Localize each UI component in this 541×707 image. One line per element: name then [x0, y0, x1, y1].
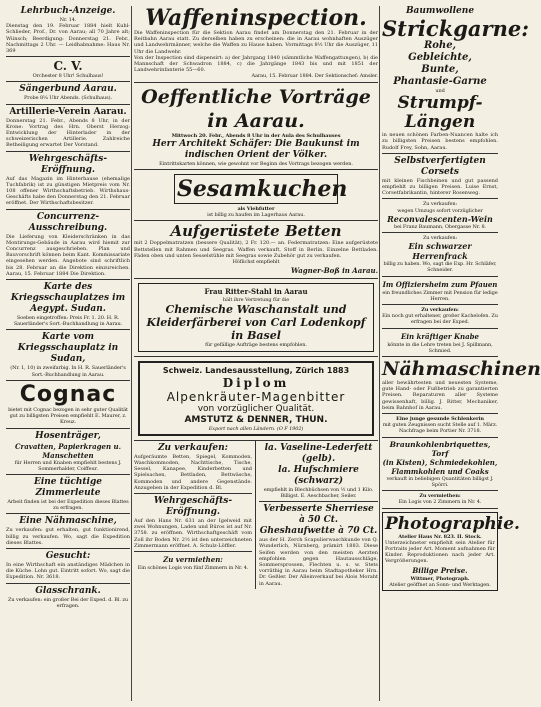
ad-headline: Strickgarne: [382, 16, 529, 41]
ad-subtitle: Atelier Haus Nr. 823. II. Stock. [398, 533, 482, 540]
ad-waffeninspection [134, 4, 378, 83]
ad-price: Billige Preise. [412, 565, 468, 575]
ad-artillerie [6, 105, 130, 152]
ad-signature: Wittmer, Photograph. [410, 575, 470, 582]
ad-body: Probe 8¼ Uhr Abends. (Schulhaus). [24, 95, 112, 102]
ad-body: In eine Wirthschaft ein anständiges Mädchen in die Küche. Lohn gut. Eintritt sofort. Wo, sagt die Expedition. Nr. 3618. [6, 561, 130, 581]
ad-zimmerleute [6, 475, 130, 514]
ad-body: Die Waffeninspection für die Sektion Aarau findet am Donnerstag den 21. Februar in der Reitbahn Aarau statt. Zu derselben haben zu erscheinen: die in Aarau wohnhaften Auszüger und Landwehrmänner, welche die Waffen zu Hause haben. Vormittags 8½ Uhr die Auszüger, 11 Uhr die Landwehr. [134, 30, 378, 55]
ad-title: la. Vaseline-Lederfett (gelb). [264, 442, 373, 464]
ad-subtitle: wegen Umzugs sofort vorzüglicher [397, 207, 483, 214]
ad-title: Cognac [19, 381, 117, 407]
ad-title: Photographie. [385, 513, 520, 534]
column-middle [134, 4, 378, 701]
ad-title: Zu verkaufen: [422, 201, 458, 208]
ad-list-item: Phantasie-Garne [393, 76, 487, 87]
ad-betten [134, 221, 378, 279]
ad-vortraege [134, 83, 378, 170]
ad-signature: Wagner-Boß in Aarau. [290, 266, 378, 276]
ad-body: ein freundliches Zimmer mit Pension für ledige Herren. [382, 289, 498, 302]
ad-knabe [382, 329, 498, 357]
column-left [6, 4, 130, 701]
ad-gesucht [6, 549, 130, 584]
ad-body: empfiehlt in Blechbüchsen von ½ und 1 Kilo. Billigst. E. Aeschbacher, Seiler. [263, 486, 374, 500]
ad-body: Ein Logis von 2 Zimmern in Nr. 4. [398, 499, 482, 506]
ad-title: Lehrbuch-Anzeige. [20, 6, 116, 16]
ad-title: Aufgerüstete Betten [170, 222, 342, 241]
ad-body: hält ihre Vertretung für die [222, 297, 290, 304]
ad-body: ist billig zu haufen im Lagerhaus Aarau. [207, 212, 305, 219]
ad-title: Karte des Kriegsschauplatzes im Aegypt. Sudan. [10, 282, 126, 315]
ad-cv [6, 57, 130, 82]
ad-list-item: Bunte, [421, 64, 459, 75]
ad-subtitle: Cravatten, Papierkragen u. Manschetten [14, 441, 122, 460]
ad-date: Mittwoch 20. Febr., Abends 8 Uhr in der Aula des Schulhauses [171, 132, 341, 139]
ad-product: Reconvalescenten-Wein [387, 213, 493, 224]
ad-body: Soeben eingetroffen: Preis Fr. 1. 20. H. R. Sauerländer's Sort.-Buchhandlung in Aarau. [13, 315, 123, 328]
ad-firm-name: AMSTUTZ & DENNER, THUN. [184, 414, 328, 425]
ad-photographie [382, 509, 520, 594]
ad-strickgarne [382, 4, 529, 154]
ad-body: bietet mit Cognac bezogen in sehr guter Qualität gut zu billigsten Preisen empfiehlt E. Maurer, z. Kreuz. [8, 406, 128, 426]
ad-body: könnte in die Lehre treten bei J. Spillmann, Schmied. [387, 341, 493, 354]
ad-body: Ein schönes Logis von fünf Zimmern in Nr. 4. [137, 565, 249, 572]
ad-concurrenz [6, 210, 130, 280]
ad-body: aller bewährtesten und neuesten Systeme, gute Hand- oder Fußbetrieb zu garantierten Preisen. Reparaturen aller Systeme gewissenhaft, billig. J. Ritter, Mechaniker, beim Bahnhof in Aarau. [382, 380, 498, 411]
ad-title: Wehrgeschäfts-Eröffnung. [153, 496, 233, 518]
column-divider [131, 6, 132, 701]
ad-title: Zu verkaufen: [421, 307, 459, 314]
ad-footer: für gefällige Aufträge bestens empfohlen. [205, 342, 307, 349]
ad-subtitle: (in Kisten), Schmiedekohlen, Flammkohlen und Coaks [382, 457, 498, 476]
ad-title: Sesamkuchen [177, 176, 348, 203]
ad-corsets [382, 154, 498, 200]
ad-title: la. Hufschmiere (schwarz) [278, 464, 359, 486]
ad-body: Auf den Hans Nr. 631 an der Igelweid mit zwei Wohnungen, Laden und Büros ist auf Nr. 3758. zu eröffnen. Wirthschaftgeschäft vom Zoll ihr Boden Nr. 2½ ist den unterzeichneten Zimmermann eröffnet. A. Schulz-Löffler. [134, 518, 252, 549]
ad-body: Arbeit finden ist bei der Expedition dieses Blattes zu erfragen. [7, 498, 129, 512]
ad-body: mit 2 Doppelmatratzen (bessere Qualität), 2 Fr. 120.— an. Federmatratzen: Eine aufgerüstete Bettstellen mit Rahmen und Seegras. Waffen verkauft, Stoff in Berlin. Einzelne Bettladen. Fäden oben und unten Sesselstühle mit Seegras sowie Zubehör gut zu verkaufen. [134, 240, 378, 259]
ad-body: Orchester 8 Uhr! Schulhaus! [32, 73, 104, 80]
ad-list-item: und [435, 88, 445, 94]
ad-vaseline [259, 441, 378, 502]
column-divider [379, 6, 380, 701]
ad-body: billig zu haben. Wo, sagt die Exp. Hr. Schläfer, Schneider. [383, 261, 497, 274]
ad-title: Sängerbund Aarau. [19, 84, 117, 95]
ad-naehmaschinen [382, 357, 541, 414]
ad-body: Die Lieferung von Kleiderschränken in das Montirungs-Gebäude in Aarau wird hiemit zur Concurrenz ausgeschrieben. Plan und Bauvorschrift können beim Kant. Kommissariate eingesehen werden. Angebote sind schriftlich bis 28. Februar an die Direktion einzureichen. Aarau, 15. Februar 1884 Die Direktion. [6, 233, 130, 277]
ad-body: Herr Architekt Schäfer: Die Baukunst im indischen Orient der Völker. [152, 138, 360, 160]
ad-body: Donnerstag 21. Febr., Abends 8 Uhr, in der Krone: Vortrag des Hrn. Oberst Herzog: Entwicklung der Hinterlader in der schweizerischen Artillerie. Zahlreiche Betheiligung erwartet Der Vorstand. [6, 117, 130, 149]
ad-saengerbund [6, 82, 130, 104]
ad-body: mit kleinen Fischbeinen und gut passend empfiehlt zu billigen Preisen. Luise Ernst, Corsetfabrikantin, hinterer Rosenweg. [382, 177, 498, 197]
ad-body: verkauft in beliebigen Quantitäten billigst J. Spörri. [386, 475, 494, 488]
ad-list-item: Rohe, [423, 40, 457, 51]
sesamkuchen-box [174, 174, 348, 204]
ad-zu-verkaufen [134, 441, 252, 494]
ad-title: Zu verkaufen: [157, 442, 229, 453]
ad-glasschrank [6, 584, 130, 611]
ad-number: Nr. 14. [59, 17, 77, 23]
ad-body: Auf das Magazin im Hinterhause (ehemalige Tuchfabrik) ist zu günstigen Mietpreis vom Nr. 108 offener Wirthschaftsbetrieb. Wirthshaus-Geschäfts habe den Donnerstag den 21. Februar eröffnet. Der Wirthschaftsbesitzer. [6, 175, 130, 207]
ad-wein [382, 199, 498, 233]
ad-karte-kriegsschauplatz [6, 330, 130, 380]
ad-title: C. V. [53, 59, 83, 74]
waschanstalt-box [138, 283, 374, 351]
ad-title: Artillerie-Verein Aarau. [9, 106, 127, 117]
ad-magenbitter [134, 357, 378, 441]
ad-title: Hosenträger, [35, 430, 101, 441]
ad-naehmaschine [6, 514, 130, 549]
ad-title: Gheshaufwette à 70 Ct. [259, 526, 378, 537]
ad-list: Von der Inspection sind dispensirt: a) der Jahrgang 1840 (sämmtliche Waffengattungen), b) die Mannschaft der Schwadron 1884, c) die Jahrgänge 1843 bis und mit 1851 der Landwehrinfanterie 55—60. [134, 54, 378, 74]
ad-firm-name: Chemische Waschanstalt und Kleiderfärberei von Carl Lodenkopf in Basel [146, 303, 366, 343]
ad-title: Karte vom Kriegsschauplatz in Sudan, [17, 332, 119, 365]
ad-kachelofen [382, 305, 498, 329]
ad-seifen [259, 502, 378, 589]
ad-todesanzeige [6, 4, 130, 57]
ad-body: für Herren und Knaben empfiehlt bestens J. Sommerhalder, Coiffeur. [14, 459, 122, 472]
ad-subtitle: als Viehfutter [237, 206, 275, 213]
ad-brennstoffe [382, 438, 498, 491]
ad-wehrgeschaeft-2 [134, 494, 252, 552]
ad-title: Concurrenz-Ausschreibung. [28, 211, 108, 233]
ad-body: Unterzeichneter empfiehlt sein Atelier für Portraits jeder Art. Moment aufnahmen für Kinder. Reproduktionen nach jeder Art. Vergrößerungen. [385, 539, 495, 565]
ad-body: Dienstag den 19. Februar 1884 hielt Kuhl-Schlieder, Prof., Dr. von Aarau; all 70 Jahre alt; Wiinsch; Beerdigung: Donnerstag 21. Febr., Nachmittags 2 Uhr. — Leidhabnahme: Haus Nr. 369 [6, 23, 130, 55]
ad-title: Selbstverfertigten Corsets [394, 155, 486, 177]
ad-title: Nähmaschinen [382, 358, 541, 381]
ad-body: Höflichst empfiehlt [232, 259, 280, 266]
ad-body: Zu verkaufen: gut erhalten, gut funktionirend, billig zu verkaufen. Wo, sagt die Expedition dieses Blattes. [6, 527, 130, 546]
ad-title: Zu vermiethen: [163, 555, 223, 565]
ad-vermiethen [134, 552, 252, 573]
ad-cognac [6, 381, 130, 429]
ad-title: Zu verkaufen: [422, 235, 458, 242]
ad-title: Ein kräftiger Knabe [400, 331, 480, 341]
ad-diplom: Diplom [222, 375, 290, 390]
ad-signature: Aarau, 15. Februar 1884. Der Sektionschef: Amsler. [251, 73, 378, 80]
ad-footer: Eintrittskarten können, wie gewohnt vor Beginn des Vortrags bezogen werden. [159, 160, 353, 167]
ad-hosentraeger [6, 429, 130, 475]
ad-title: Eine tüchtige Zimmerleute [33, 476, 102, 498]
ad-title: Im Offiziersheim zum Pfauen [382, 279, 498, 289]
ad-waschanstalt [134, 279, 378, 356]
bottom-right [256, 441, 378, 589]
ad-title: Oeffentliche Vorträge in Aarau. [141, 85, 371, 132]
ad-list-item: Gebleichte, [408, 52, 472, 63]
ad-title: Baumwollene [405, 6, 475, 16]
column-right [382, 4, 541, 701]
ad-logis [382, 491, 498, 508]
ad-footer: Export nach allen Ländern. (O F 1902) [208, 425, 304, 432]
ad-body: bei Franz Baumann, Obergasse Nr. 8. [393, 223, 487, 230]
ad-title: Eine Nähmaschine, [19, 516, 117, 527]
magenbitter-box [138, 361, 374, 436]
ad-footer: Atelier geöffnet an Sonn- und Werktagen. [389, 581, 491, 588]
ad-frack [382, 233, 498, 277]
ad-body: Ein noch gut erhaltener, großer Kachelofen. Zu erfragen bei der Exped. [382, 313, 498, 326]
ad-title: Wehrgeschäfts-Eröffnung. [28, 153, 108, 175]
bottom-split [134, 441, 378, 589]
ad-product: Ein schwarzer Herrenfrack [408, 241, 472, 262]
ad-title: Glasschrank. [35, 585, 101, 596]
ad-pfauen [382, 277, 498, 305]
ad-karte-sudan [6, 280, 130, 330]
photographie-box [382, 512, 520, 591]
ad-wehrgeschaeft [6, 152, 130, 210]
ad-title: Eine junge gesunde Schlenkerin [396, 416, 484, 423]
ad-schlenkerin [382, 414, 498, 438]
bottom-left [134, 441, 256, 589]
ad-body: (Nr. 1, 10) in zweifarbig. In H. R. Sauerländer's Sort.-Buchhandlung in Aarau. [10, 365, 126, 378]
ad-title: Frau Ritter-Stahl in Aarau [204, 287, 308, 297]
ad-quality: von vorzüglicher Qualität. [197, 403, 315, 414]
ad-body: Zu verkaufen: ein großer Bei der Exped. d. Bl. zu erfragen. [8, 596, 128, 609]
ad-title: Waffeninspection. [145, 5, 367, 31]
ad-body: aus der H. Zerch Scapulierwaschkunde von Q. Wunderlich, Nürnberg, prämirt 1883. Diese Seifen werden von den meisten Aerzten empfohlen gegen Hautausschläge, Sommersprossen, Flechten u. s. w. Stets vorräthig in Aarau beim Stadtapotheker Hrn. Dr. Geßler. Der Alleinverkauf bei Alois Moraht in Aarau. [259, 537, 378, 587]
ad-body: mit guten Zeugnissen sucht Stelle auf 1. März. Nachfrage beim Portier Nr. 3718. [382, 422, 498, 435]
ad-body: in neuen schönen Farben-Nuancen halte ich zu billigsten Preisen bestens empfohlen. Rudolf Frey, Sohn, Aarau. [382, 132, 498, 151]
ad-title: Braunkohlenbriquettes, Torf [389, 439, 491, 458]
ad-title: Verbesserte Sherriese à 50 Ct. [263, 504, 374, 526]
ad-product: Alpenkräuter-Magenbitter [166, 389, 346, 404]
ad-title: Gesucht: [45, 550, 91, 561]
ad-title: Zu vermiethen: [419, 493, 461, 500]
ad-headline: Strumpf-Längen [397, 93, 483, 133]
ad-body: Aufgeräumte Betten, Spiegel, Kommoden, Waschkommoden, Nachttische, Tische, Sessel, Kanapee, Kinderbetten und Spielsachen, Bettladen, Bettwäsche, Kommoden und andere Gegenstände. Anzugeben in der Expedition d. Bl. [134, 453, 252, 491]
ad-title: Schweiz. Landesausstellung, Zürich 1883 [162, 365, 350, 375]
ad-sesamkuchen [134, 170, 378, 221]
